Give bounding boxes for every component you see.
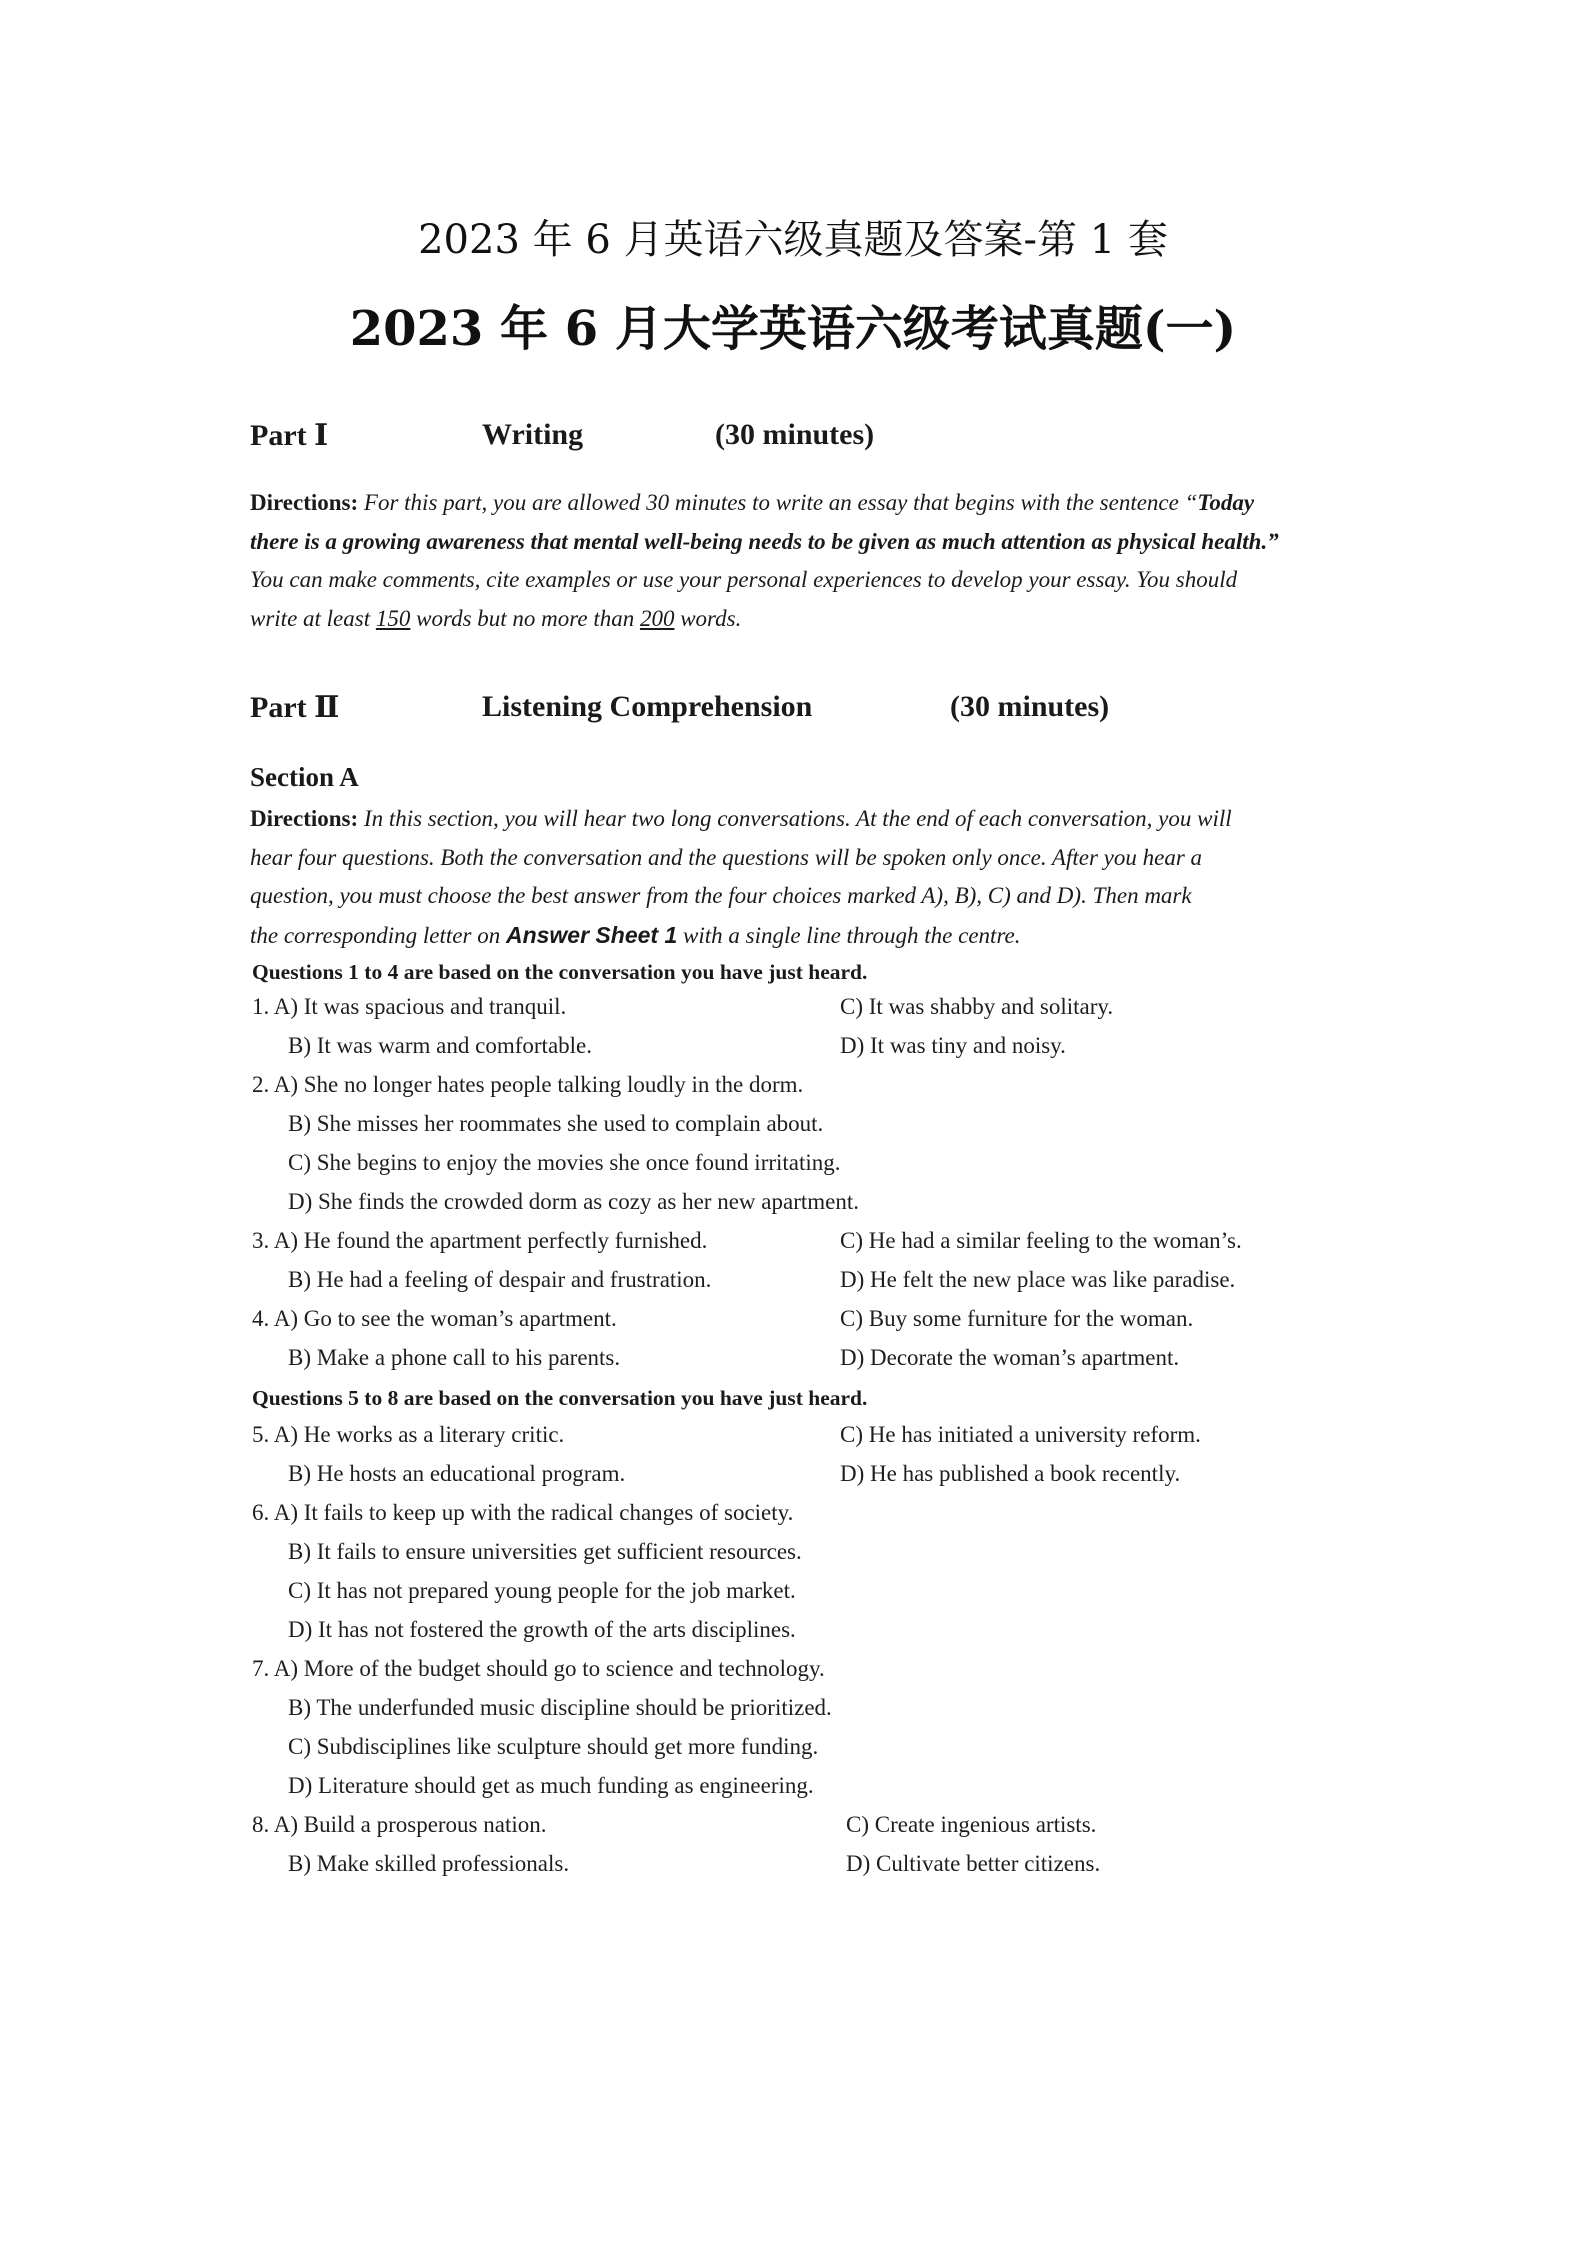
answer-sheet-label: Answer Sheet 1 bbox=[505, 921, 678, 948]
q1-option-a: 1. A) It was spacious and tranquil. bbox=[252, 994, 567, 1019]
q7-option-c: C) Subdisciplines like sculpture should get more funding. bbox=[288, 1734, 819, 1759]
q6-option-b: B) It fails to ensure universities get sufficient resources. bbox=[288, 1539, 802, 1564]
q8-option-a: 8. A) Build a prosperous nation. bbox=[252, 1812, 547, 1837]
part1-name: Writing bbox=[482, 418, 584, 451]
q5-option-d: D) He has published a book recently. bbox=[840, 1461, 1181, 1486]
q3-option-a: 3. A) He found the apartment perfectly furnished. bbox=[252, 1228, 708, 1253]
q8-option-b: B) Make skilled professionals. bbox=[288, 1851, 570, 1876]
q6-option-c: C) It has not prepared young people for the job market. bbox=[288, 1578, 796, 1603]
part2-label: Part Ⅱ bbox=[250, 691, 340, 724]
part2-time: (30 minutes) bbox=[950, 690, 1110, 723]
questions-group-2-title: Questions 5 to 8 are based on the conversation you have just heard. bbox=[252, 1386, 868, 1410]
q2-option-d: D) She finds the crowded dorm as cozy as her new apartment. bbox=[288, 1189, 859, 1214]
part2-directions-line2: hear four questions. Both the conversation and the questions will be spoken only once. After you hear a bbox=[250, 844, 1203, 870]
q7-option-b: B) The underfunded music discipline should be prioritized. bbox=[288, 1695, 832, 1720]
part1-directions bbox=[250, 484, 1350, 638]
part2-directions-line1: Directions: In this section, you will hear two long conversations. At the end of each conversation, you will bbox=[250, 806, 1232, 831]
q3-option-d: D) He felt the new place was like paradise. bbox=[840, 1267, 1236, 1292]
part1-directions-line1: Directions: For this part, you are allowed 30 minutes to write an essay that begins with the sentence “Today bbox=[250, 490, 1255, 515]
part2-directions bbox=[250, 800, 1350, 955]
part1-directions-line4: write at least 150 words but no more than 200 words. bbox=[250, 605, 742, 631]
min-words: 150 bbox=[375, 605, 411, 631]
part1-label: Part Ⅰ bbox=[250, 419, 329, 452]
section-a-title: Section A bbox=[250, 762, 359, 792]
q3-option-c: C) He had a similar feeling to the woman’s. bbox=[840, 1228, 1242, 1253]
part2-name: Listening Comprehension bbox=[482, 690, 813, 723]
q7-option-d: D) Literature should get as much funding as engineering. bbox=[288, 1773, 814, 1798]
q1-option-d: D) It was tiny and noisy. bbox=[840, 1033, 1066, 1058]
q2-option-b: B) She misses her roommates she used to complain about. bbox=[288, 1111, 824, 1136]
q1-option-b: B) It was warm and comfortable. bbox=[288, 1033, 593, 1058]
part2-directions-line4: the corresponding letter on Answer Sheet 1 with a single line through the centre. bbox=[250, 921, 1021, 948]
q8-option-c: C) Create ingenious artists. bbox=[846, 1812, 1097, 1837]
q5-option-b: B) He hosts an educational program. bbox=[288, 1461, 626, 1486]
scanned-exam-page bbox=[250, 400, 1350, 1900]
q4-option-d: D) Decorate the woman’s apartment. bbox=[840, 1345, 1180, 1370]
q4-option-c: C) Buy some furniture for the woman. bbox=[840, 1306, 1194, 1331]
q1-option-c: C) It was shabby and solitary. bbox=[840, 994, 1114, 1019]
q4-option-a: 4. A) Go to see the woman’s apartment. bbox=[252, 1306, 617, 1331]
q6-option-d: D) It has not fostered the growth of the arts disciplines. bbox=[288, 1617, 796, 1642]
part2-directions-line3: question, you must choose the best answer from the four choices marked A), B), C) and D). Then mark bbox=[250, 883, 1192, 908]
q6-option-a: 6. A) It fails to keep up with the radical changes of society. bbox=[252, 1500, 794, 1525]
questions-group-1-title: Questions 1 to 4 are based on the conversation you have just heard. bbox=[252, 960, 868, 984]
q3-option-b: B) He had a feeling of despair and frustration. bbox=[288, 1267, 712, 1292]
max-words: 200 bbox=[639, 605, 675, 631]
part1-directions-line2: there is a growing awareness that mental well-being needs to be given as much attention as physical health.” bbox=[250, 528, 1279, 554]
q4-option-b: B) Make a phone call to his parents. bbox=[288, 1345, 621, 1370]
part1-time: (30 minutes) bbox=[715, 418, 875, 451]
q5-option-c: C) He has initiated a university reform. bbox=[840, 1422, 1201, 1447]
q2-option-a: 2. A) She no longer hates people talking loudly in the dorm. bbox=[252, 1072, 804, 1097]
q8-option-d: D) Cultivate better citizens. bbox=[846, 1851, 1101, 1876]
exam-title: 2023 年 6 月大学英语六级考试真题(一) bbox=[349, 301, 1237, 357]
document-title: 2023 年 6 月英语六级真题及答案-第 1 套 bbox=[418, 217, 1168, 263]
q7-option-a: 7. A) More of the budget should go to science and technology. bbox=[252, 1656, 825, 1681]
q2-option-c: C) She begins to enjoy the movies she once found irritating. bbox=[288, 1150, 841, 1175]
q5-option-a: 5. A) He works as a literary critic. bbox=[252, 1422, 565, 1447]
part1-directions-line3: You can make comments, cite examples or use your personal experiences to develop your essay. You should bbox=[250, 567, 1238, 592]
